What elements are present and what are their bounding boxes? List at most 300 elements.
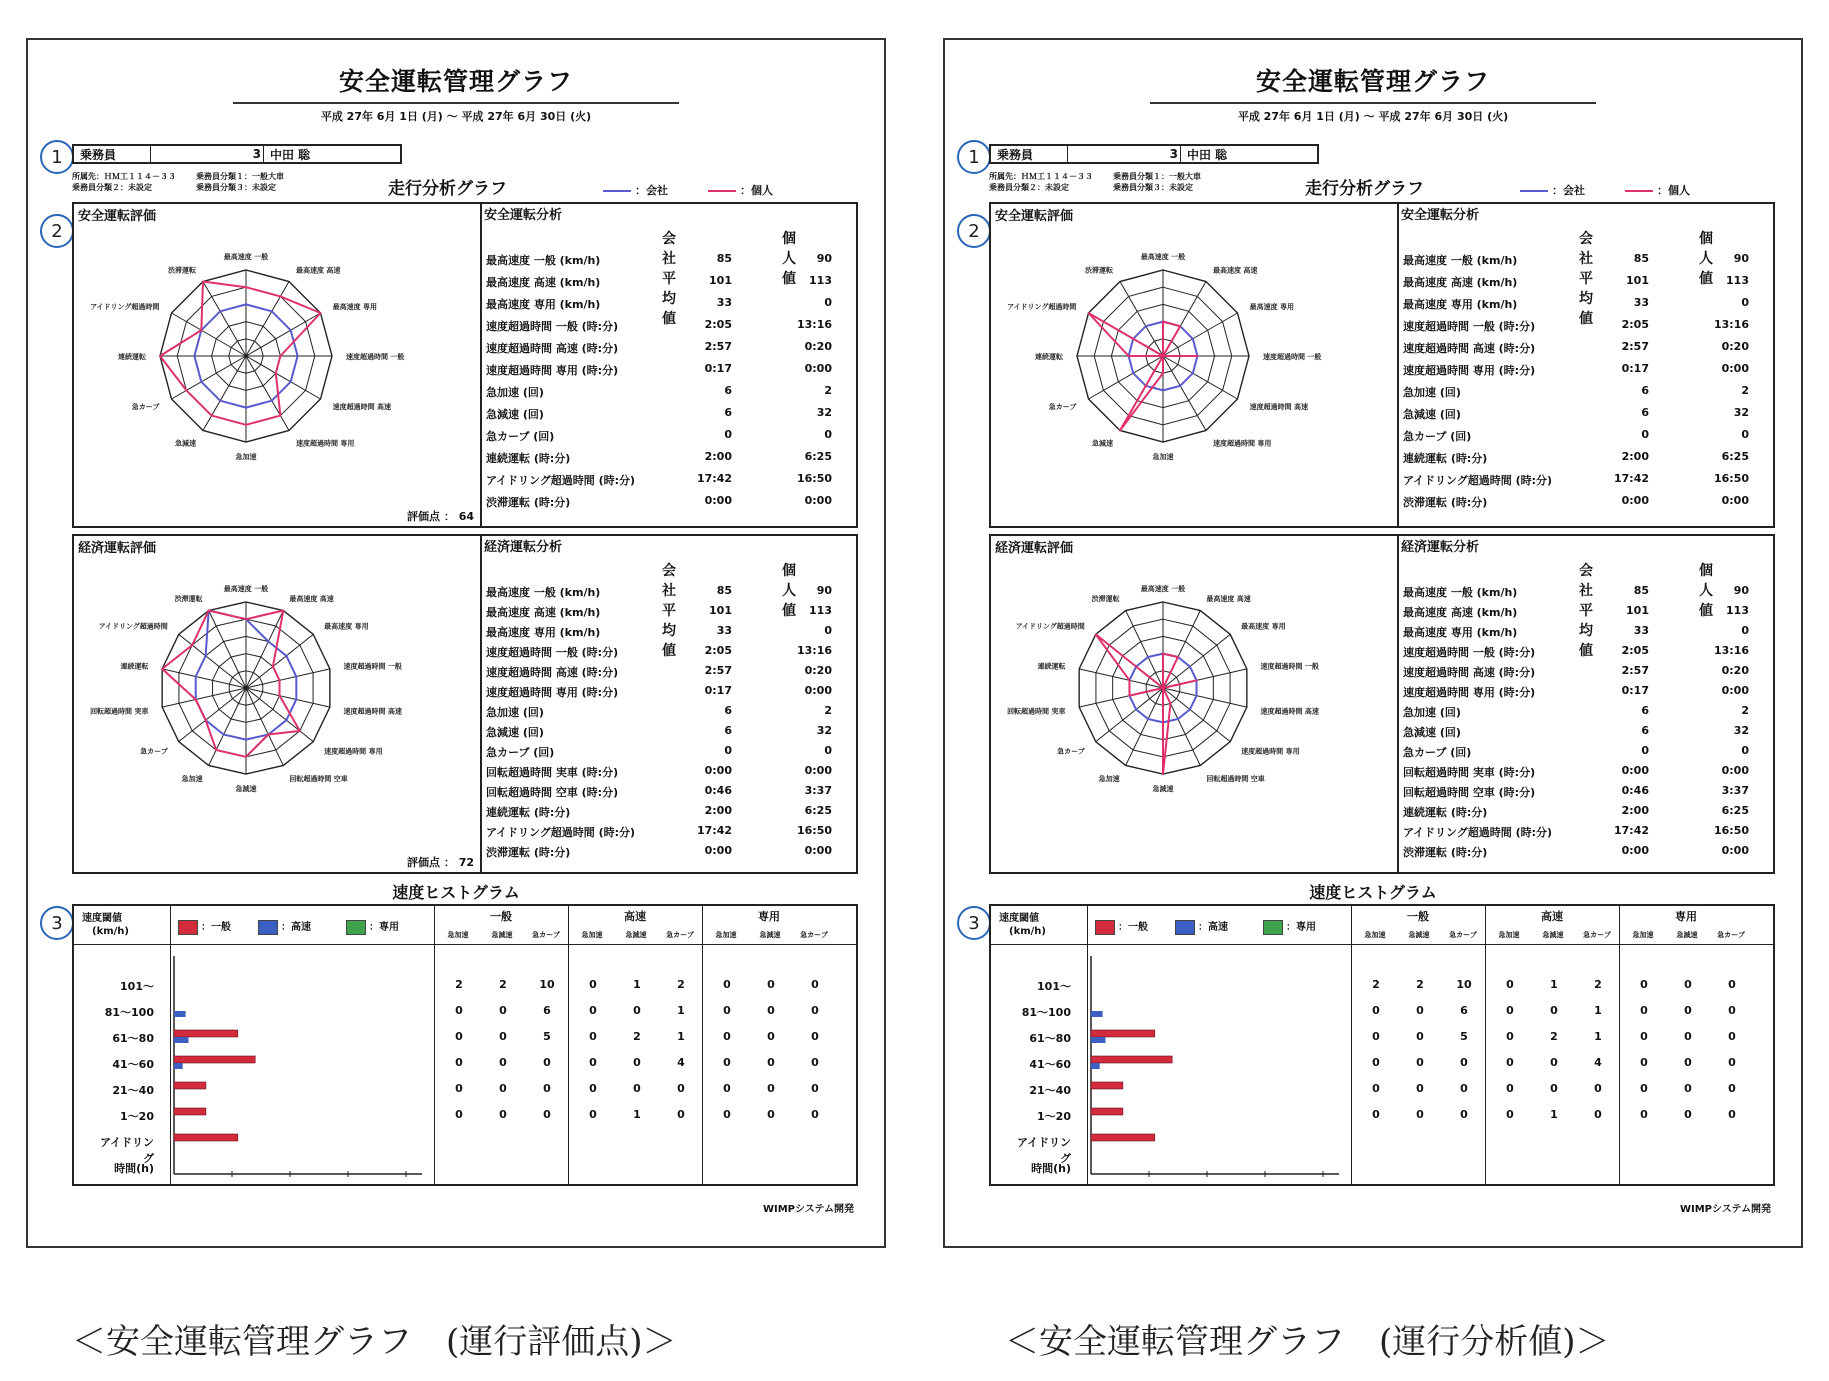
analysis-personal-value: 2	[824, 704, 832, 717]
analysis-personal-value: 6:25	[1721, 450, 1749, 463]
analysis-row	[1399, 472, 1759, 494]
histogram-count: 0	[723, 1082, 731, 1095]
column-company: 会社平均値	[1579, 563, 1593, 659]
histogram-count: 0	[1728, 1030, 1736, 1043]
analysis-row-name: 回転超過時間 空車 (時:分)	[1403, 786, 1536, 799]
histogram-key-swatch	[346, 920, 366, 935]
analysis-row-name: 渋滞運転 (時:分)	[486, 496, 571, 509]
histogram-title: 速度ヒストグラム	[1309, 883, 1437, 902]
radar-axis-label: 速度超過時間 一般	[1260, 662, 1319, 671]
analysis-row-name: アイドリング超過時間 (時:分)	[1403, 474, 1553, 487]
histogram-count: 0	[1594, 1108, 1602, 1121]
analysis-row-name: アイドリング超過時間 (時:分)	[486, 474, 636, 487]
analysis-row-name: 最高速度 高速 (km/h)	[486, 276, 601, 289]
histogram-count: 0	[767, 1108, 775, 1121]
histogram-count: 0	[1372, 1004, 1380, 1017]
analysis-row	[1399, 340, 1759, 362]
radar-personal-series	[162, 611, 300, 757]
radar-axis-label: 連続運転	[120, 662, 149, 671]
radar-axis-label: 急加速	[235, 453, 257, 461]
histogram-count: 0	[767, 1030, 775, 1043]
analysis-row-name: 速度超過時間 専用 (時:分)	[486, 686, 619, 699]
histogram-count: 6	[543, 1004, 551, 1017]
histogram-count: 1	[677, 1030, 685, 1043]
analysis-personal-value: 3:37	[1721, 784, 1749, 797]
analysis-row	[482, 724, 842, 746]
analysis-company-value: 6	[724, 406, 732, 419]
analysis-row-name: 速度超過時間 専用 (時:分)	[1403, 686, 1536, 699]
histogram-bar-highway	[1091, 1063, 1100, 1069]
analysis-company-value: 0:00	[704, 494, 732, 507]
histogram-count: 4	[1594, 1056, 1602, 1069]
analysis-row-name: 速度超過時間 一般 (時:分)	[1403, 320, 1536, 333]
analysis-row	[482, 784, 842, 806]
histogram-bar-general	[1091, 1082, 1123, 1089]
crew-meta	[989, 171, 1201, 193]
analysis-row-name: 速度超過時間 高速 (時:分)	[1403, 342, 1536, 355]
analysis-company-value: 2:05	[1621, 318, 1649, 331]
histogram-count: 0	[1416, 1004, 1424, 1017]
crew-name: 中田 聡	[1187, 147, 1228, 162]
analysis-row	[1399, 362, 1759, 384]
analysis-row	[482, 406, 842, 428]
analysis-row	[1399, 252, 1759, 274]
histogram-count: 0	[499, 1108, 507, 1121]
analysis-company-value: 0	[724, 744, 732, 757]
analysis-company-value: 6	[1641, 406, 1649, 419]
radar-axis-label: 急加速	[1152, 453, 1174, 461]
histogram-count: 0	[1728, 1082, 1736, 1095]
analysis-personal-value: 0:00	[804, 684, 832, 697]
radar-axis-label: 速度超過時間 高速	[332, 403, 392, 411]
speed-unit-label: (km/h)	[1009, 926, 1046, 937]
analysis-personal-value: 16:50	[1713, 824, 1749, 837]
radar-axis-label: 連続運転	[118, 353, 146, 361]
analysis-row	[1399, 764, 1759, 786]
analysis-personal-value: 0:00	[804, 844, 832, 857]
analysis-personal-value: 6:25	[804, 804, 832, 817]
histogram-count: 0	[589, 1082, 597, 1095]
radar-axis-label: アイドリング超過時間	[1007, 303, 1077, 311]
histogram-count: 0	[1728, 978, 1736, 991]
radar-axis-label: 急加速	[1098, 775, 1120, 784]
analysis-company-value: 0:17	[704, 362, 732, 375]
histogram-count: 1	[677, 1004, 685, 1017]
report-period: 平成 27年 6月 1日 (月) ～ 平成 27年 6月 30日 (火)	[1237, 110, 1509, 123]
analysis-personal-value: 6:25	[1721, 804, 1749, 817]
histogram-count: 0	[1640, 1108, 1648, 1121]
report-title: 安全運転管理グラフ	[1255, 67, 1490, 96]
legend-company	[1520, 182, 1585, 198]
analysis-company-value: 0:00	[1621, 494, 1649, 507]
radar-axis-label: 最高速度 専用	[1249, 303, 1295, 311]
report-sheet	[26, 38, 886, 1248]
radar-axis-label: 速度超過時間 専用	[324, 747, 383, 756]
analysis-personal-value: 0:00	[804, 362, 832, 375]
histogram-count: 2	[1372, 978, 1380, 991]
meta-line: 乗務員分類２：未設定	[989, 183, 1069, 192]
histogram-count: 0	[1550, 1004, 1558, 1017]
analysis-personal-value: 16:50	[1713, 472, 1749, 485]
radar-axis-label: 急減速	[175, 439, 196, 448]
histogram-count: 0	[589, 1056, 597, 1069]
histogram-bar-general	[174, 1030, 238, 1037]
analysis-company-value: 6	[724, 704, 732, 717]
analysis-company-value: 101	[1626, 274, 1649, 287]
analysis-company-value: 85	[1633, 584, 1649, 597]
radar-axis-label: 速度超過時間 一般	[346, 353, 405, 361]
analysis-row-name: 渋滞運転 (時:分)	[1403, 496, 1488, 509]
legend-company-swatch	[603, 190, 631, 192]
radar-axis-label: 急カーブ	[131, 403, 160, 411]
histogram-row-label: 81～100	[1021, 1006, 1071, 1019]
analysis-row	[482, 624, 842, 646]
analysis-row	[1399, 704, 1759, 726]
analysis-row	[1399, 274, 1759, 296]
legend-personal-label: ：個人	[1657, 184, 1690, 197]
histogram-count: 2	[1416, 978, 1424, 991]
analysis-row-name: 連続運転 (時:分)	[486, 806, 571, 819]
histogram-count: 0	[589, 1108, 597, 1121]
histogram-count: 4	[677, 1056, 685, 1069]
analysis-row	[1399, 384, 1759, 406]
meta-line: 乗務員分類３：未設定	[1113, 183, 1193, 192]
histogram-row-label: 101～	[120, 980, 154, 993]
analysis-company-value: 0:00	[704, 764, 732, 777]
analysis-table-title: 安全運転分析	[484, 208, 563, 223]
analysis-company-value: 85	[716, 252, 732, 265]
histogram-count: 0	[1640, 978, 1648, 991]
radar-axis-label: 渋滞運転	[174, 594, 203, 603]
histogram-bars-svg	[172, 944, 434, 1184]
histogram-count: 0	[767, 1056, 775, 1069]
radar-axis-label: 最高速度 専用	[324, 622, 369, 631]
histogram-count: 0	[543, 1056, 551, 1069]
radar-axis-label: 回転超過時間 実車	[1007, 707, 1066, 716]
histogram-key-highway	[1175, 918, 1228, 935]
legend-personal-swatch	[708, 190, 736, 192]
analysis-personal-value: 0	[1741, 744, 1749, 757]
analysis-row	[1399, 624, 1759, 646]
analysis-company-value: 33	[716, 296, 732, 309]
histogram-count: 1	[1594, 1030, 1602, 1043]
safety-evaluation-title: 安全運転評価	[995, 209, 1074, 224]
histogram-count: 0	[455, 1030, 463, 1043]
histogram-count: 0	[633, 1082, 641, 1095]
histogram-count: 0	[811, 1108, 819, 1121]
section-number-badge: 1	[40, 140, 74, 174]
histogram-subcolumn: 急加速	[1632, 931, 1654, 939]
analysis-company-value: 0:00	[1621, 844, 1649, 857]
histogram-count: 0	[677, 1082, 685, 1095]
analysis-table-title: 経済運転分析	[484, 540, 563, 555]
histogram-count: 0	[1416, 1056, 1424, 1069]
analysis-company-value: 0	[1641, 744, 1649, 757]
analysis-row-name: 最高速度 一般 (km/h)	[1403, 586, 1518, 599]
analysis-personal-value: 0	[1741, 624, 1749, 637]
histogram-subcolumn: 急加速	[715, 931, 737, 939]
analysis-row-name: 連続運転 (時:分)	[1403, 452, 1488, 465]
analysis-row-name: 渋滞運転 (時:分)	[1403, 846, 1488, 859]
column-company: 会社平均値	[662, 231, 676, 327]
radar-axis-label: アイドリング超過時間	[90, 303, 160, 311]
safety-evaluation-title: 安全運転評価	[78, 209, 157, 224]
radar-axis-label: 急減速	[1092, 439, 1113, 448]
histogram-bar-highway	[1091, 1011, 1103, 1017]
analysis-company-value: 0:00	[704, 844, 732, 857]
analysis-company-value: 0:17	[1621, 362, 1649, 375]
analysis-graph-title: 走行分析グラフ	[388, 179, 507, 199]
histogram-row-label: 41～60	[112, 1058, 154, 1071]
analysis-row-name: 速度超過時間 高速 (時:分)	[486, 342, 619, 355]
analysis-personal-value: 2	[824, 384, 832, 397]
analysis-row-name: 最高速度 専用 (km/h)	[486, 626, 601, 639]
crew-label: 乗務員	[74, 146, 151, 162]
histogram-bar-highway	[1091, 1037, 1106, 1043]
histogram-count: 0	[1640, 1030, 1648, 1043]
sheet-caption: ＜安全運転管理グラフ (運行分析値)＞	[1005, 1322, 1610, 1362]
histogram-group-0: 一般	[1407, 910, 1429, 923]
analysis-company-value: 17:42	[1613, 824, 1649, 837]
analysis-row	[1399, 604, 1759, 626]
histogram-bars-svg	[1089, 944, 1351, 1184]
section-number-badge: 3	[40, 906, 74, 940]
analysis-personal-value: 0:20	[1721, 340, 1749, 353]
histogram-count: 0	[1728, 1108, 1736, 1121]
analysis-personal-value: 2	[1741, 704, 1749, 717]
radar-axis-label: 最高速度 高速	[1213, 266, 1258, 275]
analysis-row-name: 回転超過時間 実車 (時:分)	[1403, 766, 1536, 779]
histogram-count: 0	[1550, 1082, 1558, 1095]
analysis-row	[1399, 296, 1759, 318]
analysis-row-name: 最高速度 専用 (km/h)	[486, 298, 601, 311]
radar-svg	[993, 554, 1333, 816]
histogram-count: 0	[1594, 1082, 1602, 1095]
analysis-row	[482, 252, 842, 274]
analysis-row-name: 急加速 (回)	[486, 386, 544, 399]
analysis-row-name: 速度超過時間 一般 (時:分)	[486, 646, 619, 659]
histogram-count: 0	[633, 1056, 641, 1069]
histogram-subcolumn: 急加速	[1364, 931, 1386, 939]
histogram-row-label: 21～40	[112, 1084, 154, 1097]
radar-axis-label: 最高速度 高速	[1206, 594, 1251, 603]
analysis-row-name: 速度超過時間 一般 (時:分)	[486, 320, 619, 333]
economy-analysis-panel	[480, 534, 858, 874]
analysis-company-value: 101	[1626, 604, 1649, 617]
report-sheet	[943, 38, 1803, 1248]
histogram-bar-general	[1091, 1108, 1123, 1115]
report-period: 平成 27年 6月 1日 (月) ～ 平成 27年 6月 30日 (火)	[320, 110, 592, 123]
radar-axis-label: 速度超過時間 高速	[343, 707, 402, 716]
crew-label: 乗務員	[991, 146, 1068, 162]
economy-evaluation-panel	[989, 534, 1399, 874]
analysis-personal-value: 0:00	[1721, 684, 1749, 697]
analysis-personal-value: 90	[1733, 584, 1749, 597]
histogram-count: 0	[1506, 1056, 1514, 1069]
histogram-count: 5	[1460, 1030, 1468, 1043]
radar-axis-label: 最高速度 一般	[1140, 253, 1186, 261]
histogram-count: 0	[1506, 1030, 1514, 1043]
histogram-count: 0	[589, 1030, 597, 1043]
histogram-divider	[1485, 906, 1486, 1184]
histogram-count: 10	[1456, 978, 1472, 991]
safety-evaluation-panel	[989, 202, 1399, 528]
analysis-company-value: 6	[1641, 384, 1649, 397]
meta-line: 所属先：ＨＭ工１１４－３３	[989, 172, 1093, 181]
histogram-count: 0	[723, 1004, 731, 1017]
section-number-badge: 1	[957, 140, 991, 174]
analysis-row-name: 急カーブ (回)	[1403, 746, 1472, 759]
histogram-count: 0	[455, 1056, 463, 1069]
analysis-personal-value: 16:50	[796, 824, 832, 837]
analysis-row-name: 急加速 (回)	[1403, 706, 1461, 719]
legend-company-swatch	[1520, 190, 1548, 192]
histogram-count: 0	[1506, 1082, 1514, 1095]
histogram-key-label: ：専用	[369, 922, 399, 933]
histogram-count: 0	[811, 1082, 819, 1095]
radar-axis-label: 回転超過時間 空車	[1206, 775, 1265, 784]
section-number-badge: 2	[957, 214, 991, 248]
histogram-count: 0	[543, 1082, 551, 1095]
radar-axis-label: 急カーブ	[140, 747, 168, 756]
analysis-row-name: アイドリング超過時間 (時:分)	[1403, 826, 1553, 839]
histogram-panel	[989, 904, 1775, 1186]
analysis-row-name: 最高速度 専用 (km/h)	[1403, 298, 1518, 311]
histogram-count: 0	[1372, 1030, 1380, 1043]
analysis-row	[482, 824, 842, 846]
histogram-count: 0	[1640, 1082, 1648, 1095]
analysis-company-value: 2:57	[1621, 664, 1649, 677]
analysis-row-name: 速度超過時間 高速 (時:分)	[486, 666, 619, 679]
histogram-count: 2	[677, 978, 685, 991]
analysis-row-name: 急加速 (回)	[1403, 386, 1461, 399]
analysis-personal-value: 0	[1741, 428, 1749, 441]
histogram-bar-general	[174, 1082, 206, 1089]
title-underline	[233, 102, 679, 104]
analysis-row-name: 最高速度 専用 (km/h)	[1403, 626, 1518, 639]
crew-name: 中田 聡	[270, 147, 311, 162]
radar-axis-label: 急加速	[181, 775, 203, 784]
histogram-key-label: ：一般	[1118, 922, 1148, 933]
radar-axis-label: 最高速度 一般	[223, 253, 269, 261]
analysis-personal-value: 0:00	[1721, 764, 1749, 777]
analysis-row-name: 速度超過時間 高速 (時:分)	[1403, 666, 1536, 679]
histogram-count: 10	[539, 978, 555, 991]
analysis-row	[482, 604, 842, 626]
analysis-company-value: 85	[716, 584, 732, 597]
histogram-group-2: 専用	[758, 910, 780, 923]
radar-svg	[993, 222, 1333, 484]
analysis-row	[482, 318, 842, 340]
analysis-personal-value: 0:20	[804, 664, 832, 677]
histogram-row-label: 時間(h)	[1031, 1162, 1071, 1175]
histogram-key-label: ：専用	[1286, 922, 1316, 933]
histogram-row-label: アイドリング	[1016, 1136, 1071, 1165]
analysis-company-value: 0:46	[1621, 784, 1649, 797]
analysis-row-name: 渋滞運転 (時:分)	[486, 846, 571, 859]
histogram-count: 0	[499, 1004, 507, 1017]
analysis-company-value: 6	[1641, 704, 1649, 717]
section-number-badge: 3	[957, 906, 991, 940]
analysis-row	[1399, 584, 1759, 606]
histogram-row-label: 101～	[1037, 980, 1071, 993]
histogram-count: 2	[1550, 1030, 1558, 1043]
analysis-company-value: 2:05	[704, 644, 732, 657]
analysis-row	[482, 450, 842, 472]
histogram-count: 0	[723, 1108, 731, 1121]
histogram-key-dedicated	[346, 918, 399, 935]
analysis-personal-value: 13:16	[796, 644, 832, 657]
histogram-subcolumn: 急カーブ	[1449, 931, 1477, 939]
radar-axis-label: 速度超過時間 高速	[1249, 403, 1309, 411]
radar-axis-label: 渋滞運転	[168, 266, 196, 275]
histogram-count: 0	[455, 1004, 463, 1017]
histogram-key-swatch	[258, 920, 278, 935]
histogram-subcolumn: 急減速	[759, 931, 781, 939]
analysis-company-value: 33	[716, 624, 732, 637]
analysis-row-name: 最高速度 高速 (km/h)	[1403, 606, 1518, 619]
analysis-personal-value: 90	[816, 584, 832, 597]
radar-axis-label: 最高速度 専用	[332, 303, 378, 311]
chart-legend	[603, 182, 773, 198]
histogram-count: 0	[1684, 978, 1692, 991]
analysis-row-name: 連続運転 (時:分)	[486, 452, 571, 465]
analysis-row-name: 回転超過時間 空車 (時:分)	[486, 786, 619, 799]
speed-threshold-label: 速度閾値	[999, 913, 1039, 924]
analysis-row	[1399, 450, 1759, 472]
radar-axis-label: 速度超過時間 専用	[1213, 439, 1272, 448]
histogram-count: 1	[633, 1108, 641, 1121]
legend-personal-swatch	[1625, 190, 1653, 192]
analysis-personal-value: 113	[809, 604, 832, 617]
radar-axis-label: 速度超過時間 一般	[343, 662, 402, 671]
histogram-group-1: 高速	[624, 910, 646, 923]
histogram-count: 5	[543, 1030, 551, 1043]
analysis-row	[482, 384, 842, 406]
histogram-count: 0	[499, 1030, 507, 1043]
analysis-table-title: 経済運転分析	[1401, 540, 1480, 555]
analysis-row-name: 急減速 (回)	[1403, 408, 1461, 421]
analysis-personal-value: 0	[824, 296, 832, 309]
analysis-company-value: 6	[724, 384, 732, 397]
analysis-company-value: 33	[1633, 296, 1649, 309]
histogram-row-label: 21～40	[1029, 1084, 1071, 1097]
histogram-count: 0	[1684, 1056, 1692, 1069]
histogram-count: 0	[1640, 1004, 1648, 1017]
histogram-count: 0	[1416, 1082, 1424, 1095]
radar-axis-label: 最高速度 一般	[1140, 585, 1186, 593]
analysis-row	[1399, 406, 1759, 428]
analysis-row	[482, 274, 842, 296]
radar-svg	[76, 554, 416, 816]
histogram-row-label: 1～20	[1037, 1110, 1071, 1123]
histogram-key-general	[178, 918, 231, 935]
meta-line: 乗務員分類２：未設定	[72, 183, 152, 192]
analysis-row-name: 急カーブ (回)	[486, 430, 555, 443]
analysis-row	[1399, 744, 1759, 766]
analysis-row-name: 回転超過時間 実車 (時:分)	[486, 766, 619, 779]
crew-box	[989, 144, 1319, 164]
analysis-company-value: 2:57	[704, 340, 732, 353]
radar-axis-label: 最高速度 高速	[296, 266, 341, 275]
histogram-bar-general	[174, 1108, 206, 1115]
histogram-count: 0	[589, 1004, 597, 1017]
histogram-subcolumn: 急カーブ	[1717, 931, 1745, 939]
histogram-bar-highway	[174, 1011, 186, 1017]
radar-axis-label: 最高速度 一般	[223, 585, 269, 593]
histogram-count: 0	[1460, 1082, 1468, 1095]
radar-axis-label: 速度超過時間 高速	[1260, 707, 1319, 716]
